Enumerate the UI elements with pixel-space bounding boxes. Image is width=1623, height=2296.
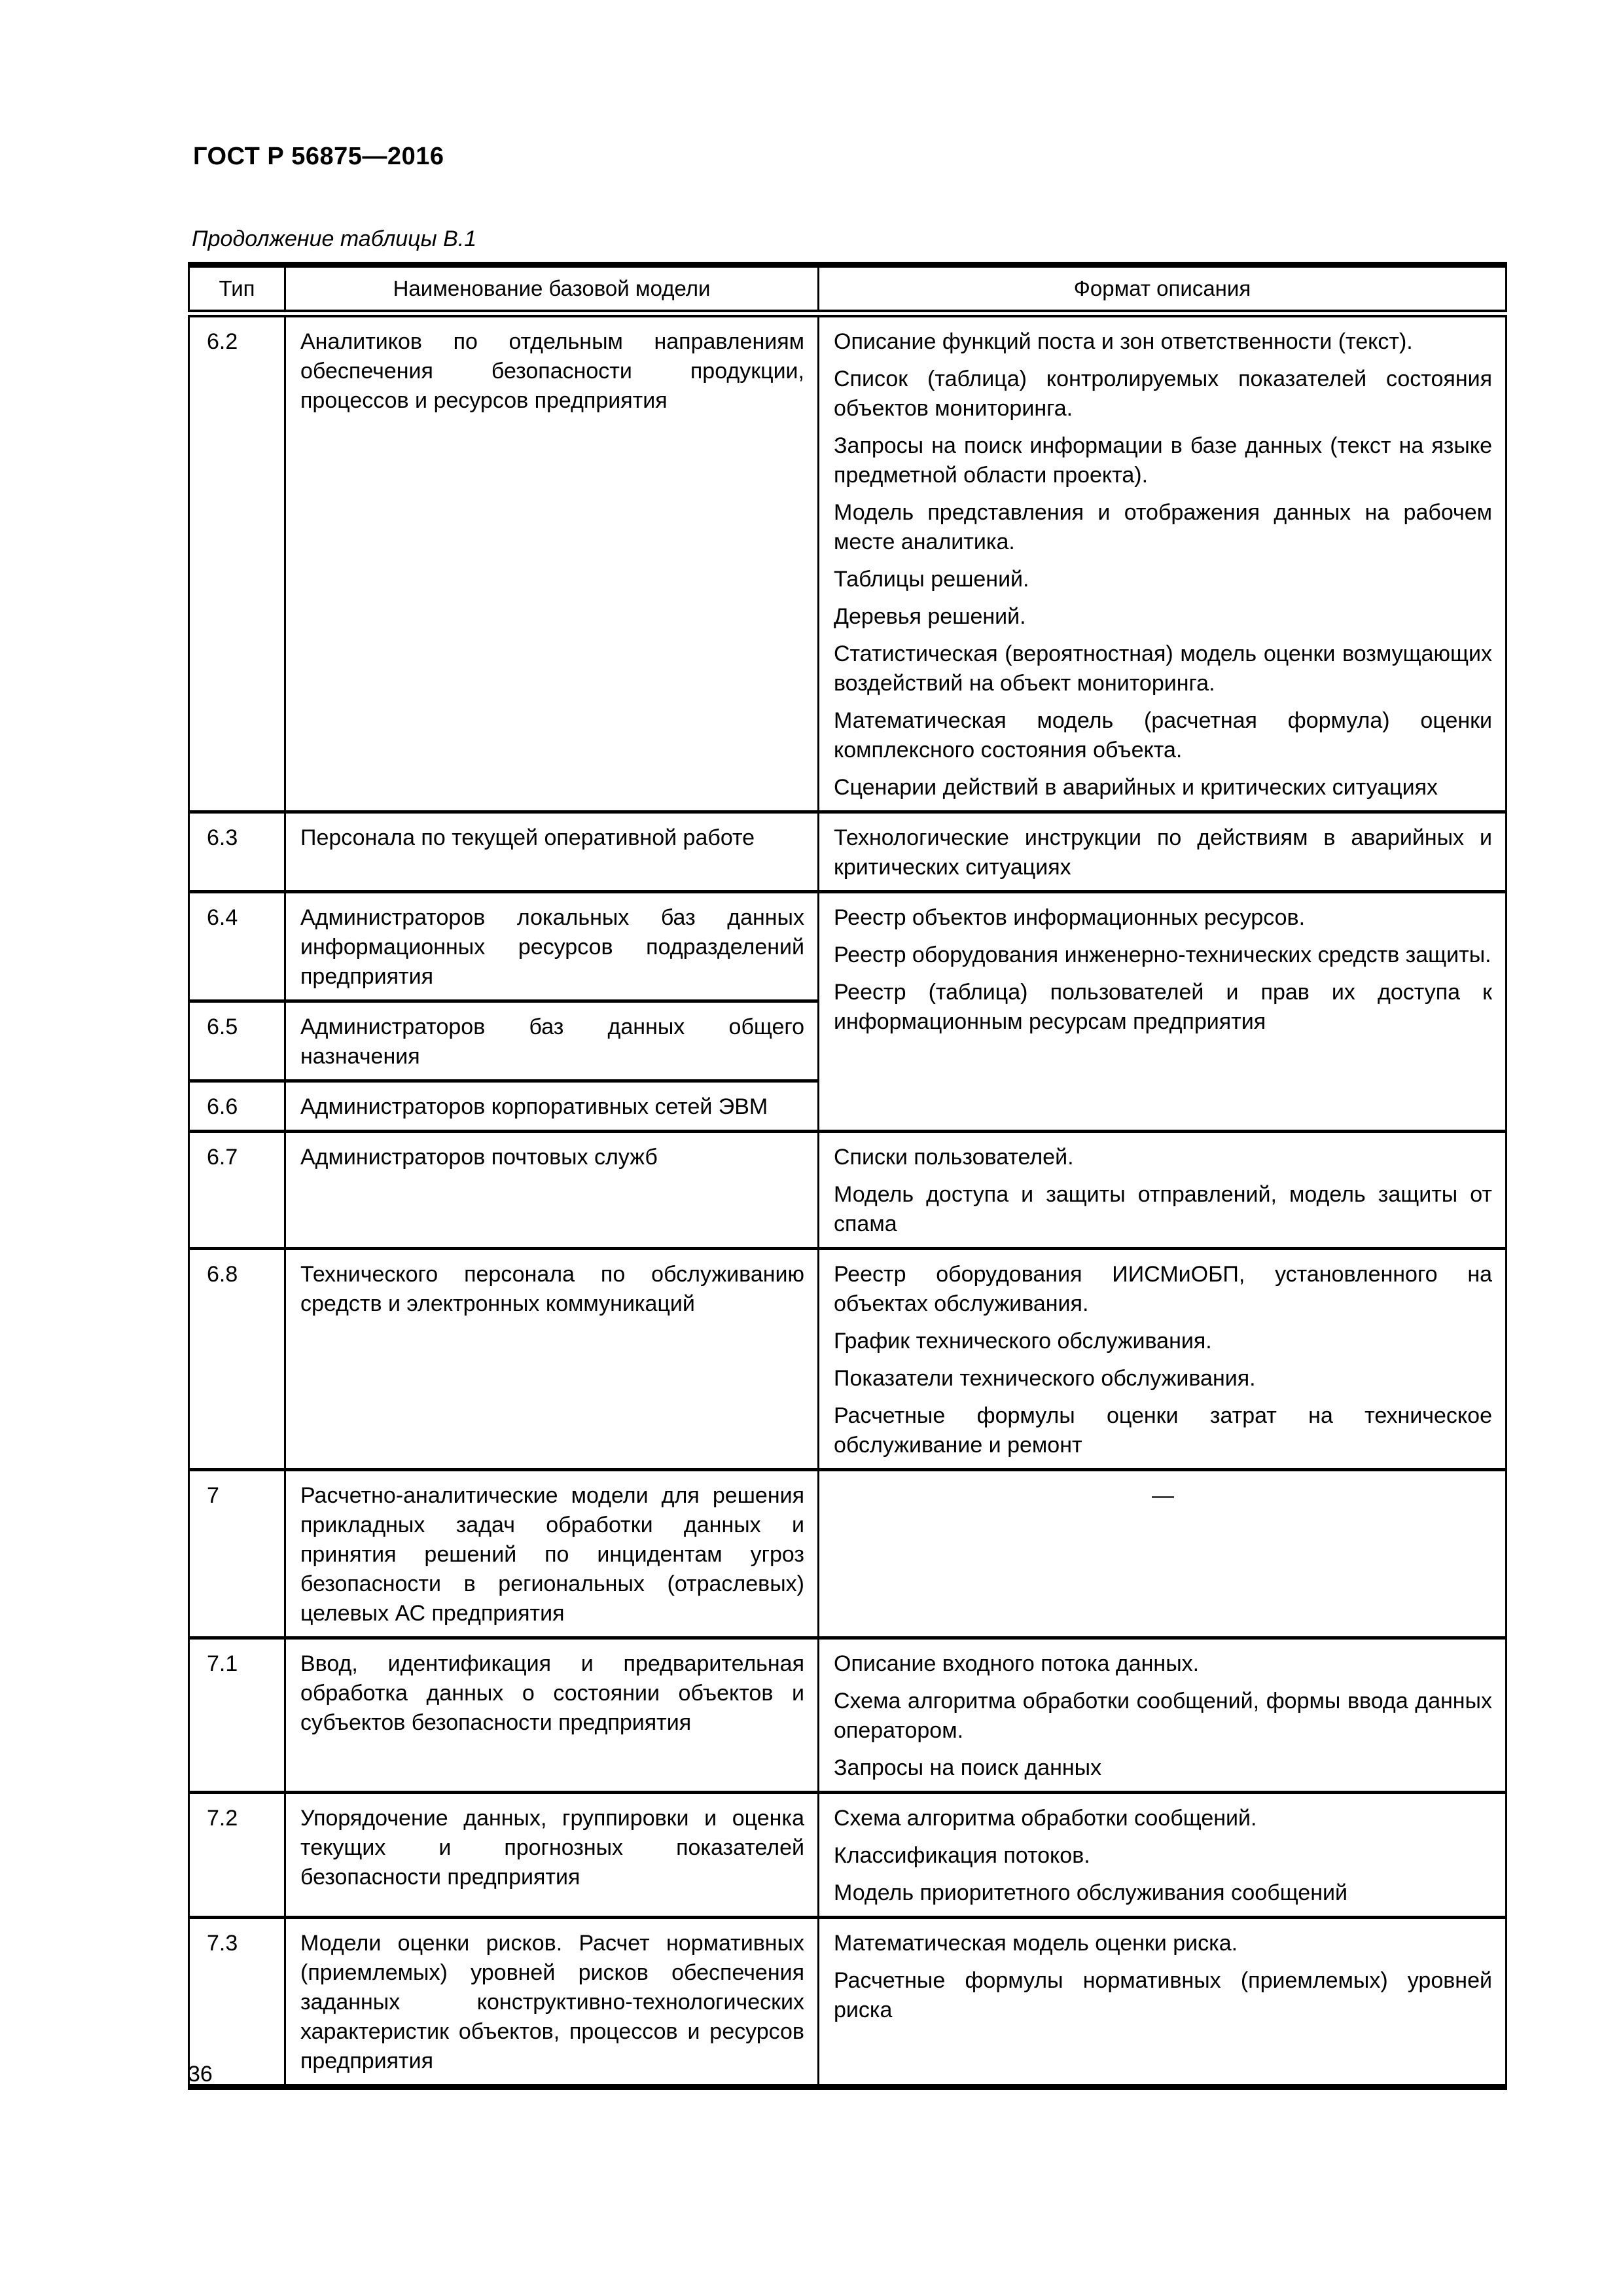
row-format-cell-merged	[819, 892, 1507, 1132]
row-model-cell	[285, 1001, 819, 1081]
row-model-cell	[285, 1793, 819, 1918]
format-item: Таблицы решений.	[834, 567, 1029, 592]
row-model-cell	[285, 314, 819, 812]
row-model-cell	[285, 1470, 819, 1638]
format-item: Показатели технического обслуживания.	[834, 1366, 1256, 1391]
column-header-model-name: Наименование базовой модели	[285, 265, 819, 314]
row-type-cell: 7.1	[189, 1638, 285, 1793]
row-model-cell	[285, 812, 819, 892]
format-item: Описание входного потока данных.	[834, 1651, 1200, 1676]
model-text: Упорядочение данных, группировки и оценка текущих и прогнозных показателей безопасности предприятия	[300, 1806, 804, 1890]
row-model-cell	[285, 1638, 819, 1793]
format-item: Реестр объектов информационных ресурсов.	[834, 905, 1306, 930]
table-caption: Продолжение таблицы В.1	[192, 226, 477, 251]
row-type-cell: 6.2	[189, 314, 285, 812]
row-model-cell	[285, 892, 819, 1001]
format-item: Статистическая (вероятностная) модель оценки возмущающих воздействий на объект мониторинга.	[834, 641, 1492, 696]
format-item: Реестр оборудования ИИСМиОБП, установленного на объектах обслуживания.	[834, 1262, 1492, 1316]
column-header-type: Тип	[189, 265, 285, 314]
model-text: Администраторов баз данных общего назначения	[300, 1014, 804, 1069]
table-row	[189, 1470, 1507, 1638]
row-type-cell: 7.3	[189, 1918, 285, 2087]
model-text: Персонала по текущей оперативной работе	[300, 825, 755, 850]
row-type-cell: 6.7	[189, 1132, 285, 1249]
table-row	[189, 1793, 1507, 1918]
format-item: Модель доступа и защиты отправлений, модель защиты от спама	[834, 1182, 1492, 1236]
table-row	[189, 1638, 1507, 1793]
model-text: Администраторов корпоративных сетей ЭВМ	[300, 1094, 768, 1119]
table-row	[189, 1249, 1507, 1470]
format-item: Деревья решений.	[834, 604, 1026, 629]
row-model-cell	[285, 1918, 819, 2087]
column-header-format: Формат описания	[819, 265, 1507, 314]
model-text: Ввод, идентификация и предварительная обработка данных о состоянии объектов и субъектов безопасности предприятия	[300, 1651, 804, 1735]
row-format-cell	[819, 1793, 1507, 1918]
row-format-cell	[819, 1132, 1507, 1249]
row-type-cell: 6.8	[189, 1249, 285, 1470]
model-text: Администраторов локальных баз данных информационных ресурсов подразделений предприятия	[300, 905, 804, 989]
format-item: График технического обслуживания.	[834, 1329, 1212, 1354]
format-item: Математическая модель (расчетная формула) оценки комплексного состояния объекта.	[834, 708, 1492, 762]
format-item: Модель представления и отображения данных на рабочем месте аналитика.	[834, 500, 1492, 554]
table-header-row	[189, 265, 1507, 314]
format-item: Списки пользователей.	[834, 1145, 1074, 1170]
row-format-cell	[819, 314, 1507, 812]
table-row	[189, 812, 1507, 892]
format-item: Схема алгоритма обработки сообщений.	[834, 1806, 1257, 1831]
document-title: ГОСТ Р 56875—2016	[193, 143, 444, 170]
format-item: Расчетные формулы оценки затрат на техническое обслуживание и ремонт	[834, 1403, 1492, 1458]
table-row	[189, 1918, 1507, 2087]
row-format-cell	[819, 812, 1507, 892]
row-type-cell: 6.5	[189, 1001, 285, 1081]
format-item: Список (таблица) контролируемых показателей состояния объектов мониторинга.	[834, 367, 1492, 421]
row-model-cell	[285, 1132, 819, 1249]
page-number: 36	[188, 2062, 213, 2087]
row-type-cell: 6.6	[189, 1081, 285, 1132]
format-item: Схема алгоритма обработки сообщений, формы ввода данных оператором.	[834, 1689, 1492, 1743]
row-type-cell: 7.2	[189, 1793, 285, 1918]
model-text: Технического персонала по обслуживанию средств и электронных коммуникаций	[300, 1262, 804, 1316]
format-item: Классификация потоков.	[834, 1843, 1090, 1868]
table-row	[189, 892, 1507, 1001]
format-item: Запросы на поиск информации в базе данных (текст на языке предметной области проекта).	[834, 433, 1492, 488]
model-text: Расчетно-аналитические модели для решения прикладных задач обработки данных и принятия решений по инцидентам угроз безопасности в региональных (отраслевых) целевых АС предприятия	[300, 1483, 804, 1626]
table-row	[189, 314, 1507, 812]
row-type-cell: 6.4	[189, 892, 285, 1001]
format-item: Расчетные формулы нормативных (приемлемых) уровней риска	[834, 1968, 1492, 2022]
row-format-cell	[819, 1918, 1507, 2087]
format-item: Запросы на поиск данных	[834, 1755, 1102, 1780]
format-item: Технологические инструкции по действиям в аварийных и критических ситуациях	[834, 825, 1492, 880]
model-text: Аналитиков по отдельным направлениям обеспечения безопасности продукции, процессов и ресурсов предприятия	[300, 329, 804, 413]
model-text: Администраторов почтовых служб	[300, 1145, 658, 1170]
format-item: Сценарии действий в аварийных и критических ситуациях	[834, 775, 1438, 800]
format-item: Математическая модель оценки риска.	[834, 1931, 1238, 1956]
row-model-cell	[285, 1081, 819, 1132]
format-item: Реестр (таблица) пользователей и прав их доступа к информационным ресурсам предприятия	[834, 980, 1492, 1034]
table-b1-continuation	[188, 262, 1507, 2090]
row-type-cell: 6.3	[189, 812, 285, 892]
table-row	[189, 1132, 1507, 1249]
row-type-cell: 7	[189, 1470, 285, 1638]
format-item: Описание функций поста и зон ответственности (текст).	[834, 329, 1413, 354]
row-format-cell-empty-dash	[819, 1470, 1507, 1638]
row-format-cell	[819, 1249, 1507, 1470]
format-item: —	[1152, 1483, 1174, 1508]
row-format-cell	[819, 1638, 1507, 1793]
format-item: Реестр оборудования инженерно-технических средств защиты.	[834, 942, 1491, 967]
model-text: Модели оценки рисков. Расчет нормативных (приемлемых) уровней рисков обеспечения заданных конструктивно-технологических характеристик объектов, процессов и ресурсов предприятия	[300, 1931, 804, 2073]
row-model-cell	[285, 1249, 819, 1470]
format-item: Модель приоритетного обслуживания сообщений	[834, 1880, 1347, 1905]
